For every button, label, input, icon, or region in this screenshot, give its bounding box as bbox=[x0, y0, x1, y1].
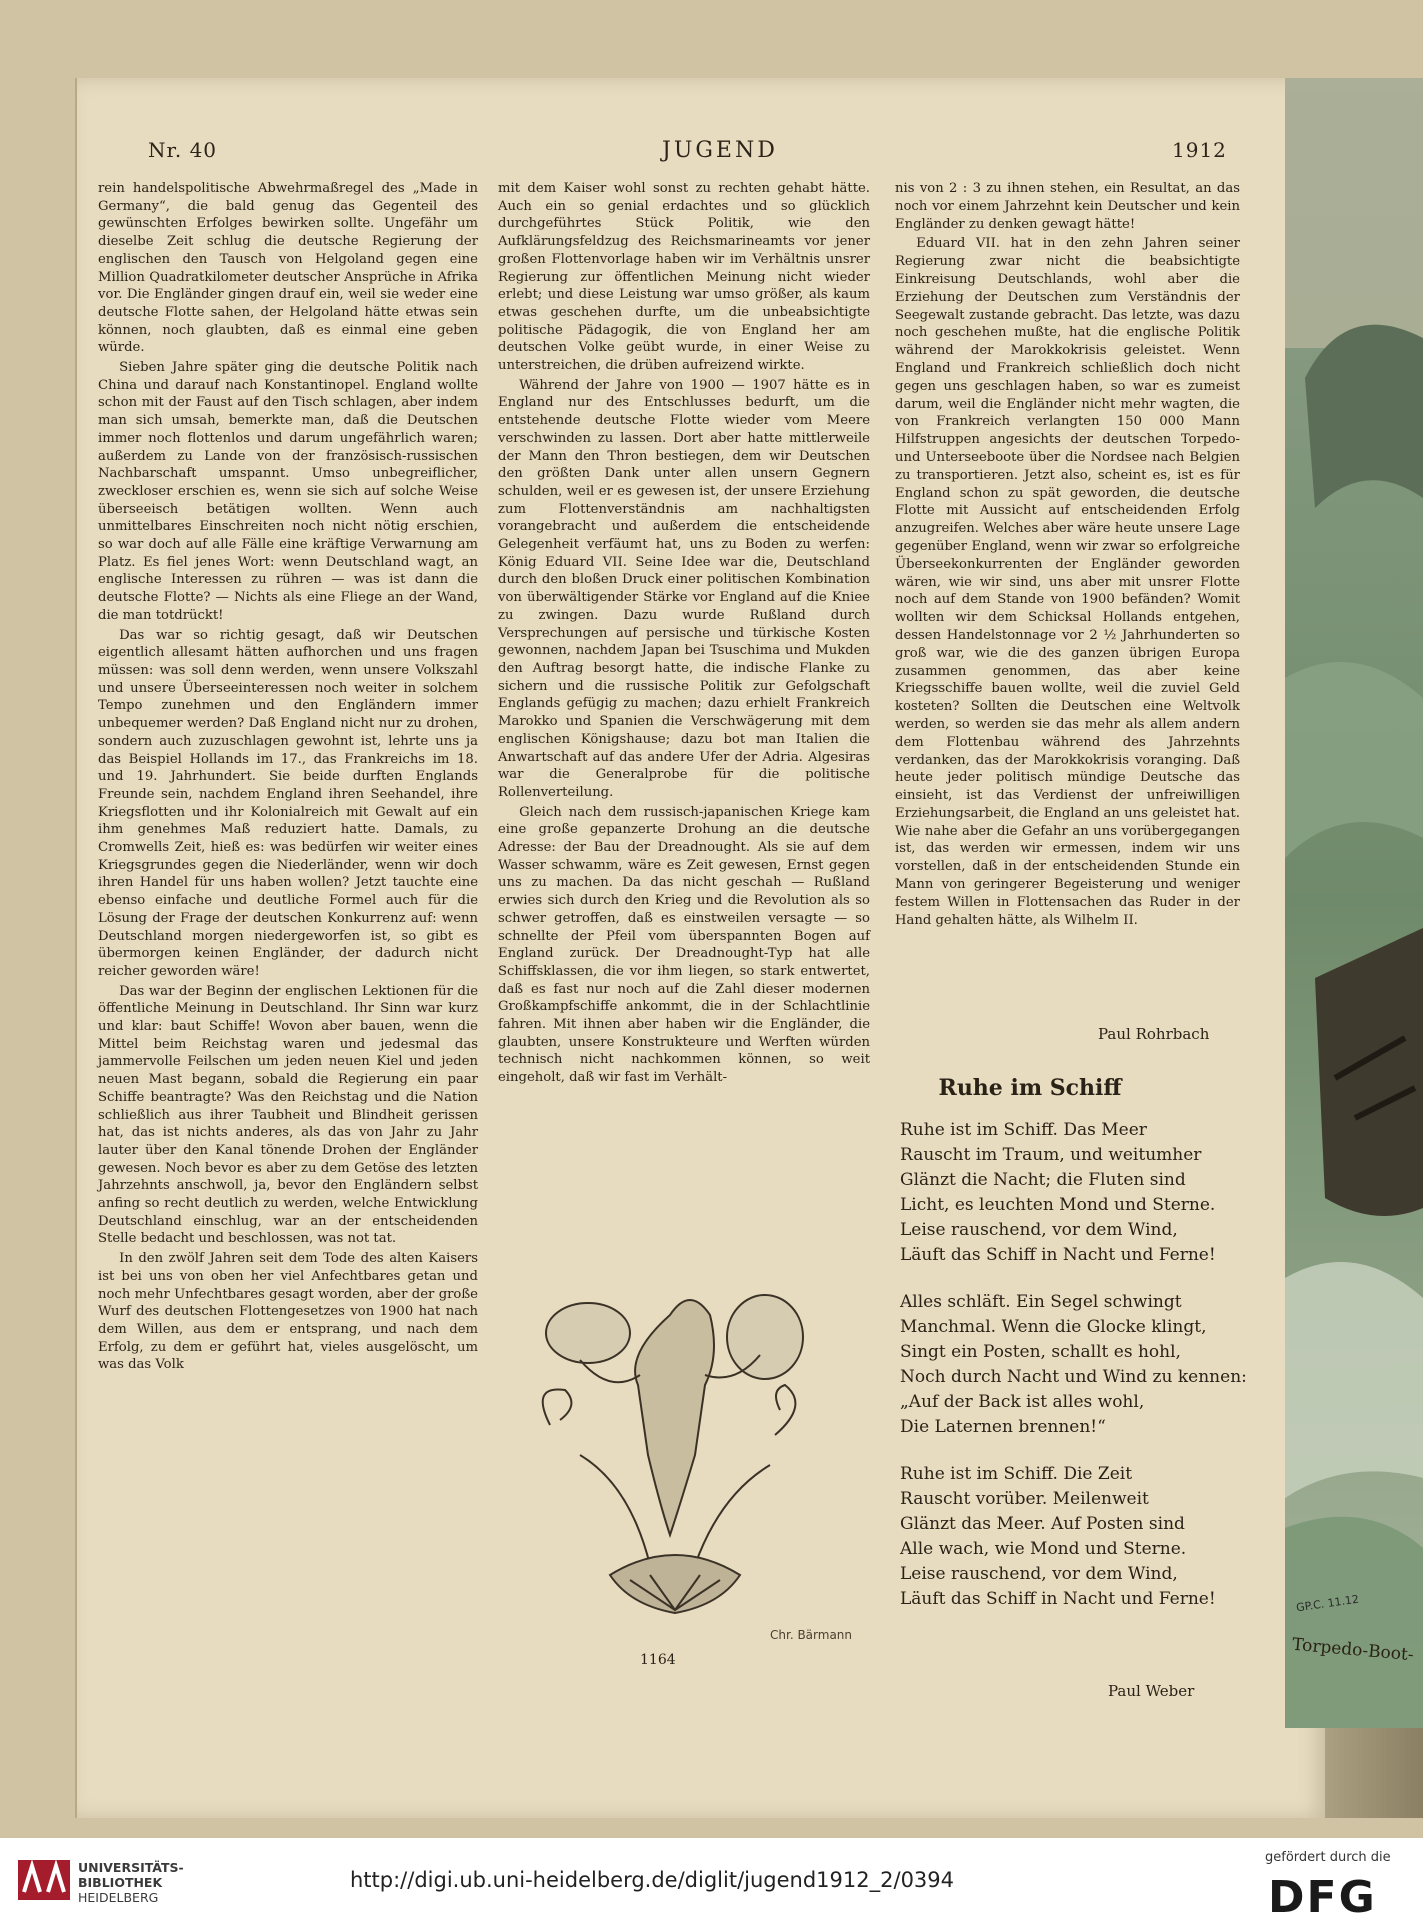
paragraph: Das war so richtig gesagt, daß wir Deutschen eigentlich allesamt hätten aufhorchen und uns fragen müssen: was soll denn werden, wenn unsere Volkszahl und unsere Überseeinteressen noch weiter in solchem Tempo zunehmen und den Engländern immer unbequemer werden? Daß England nicht nur zu drohen, sondern auch zuzuschlagen gewohnt ist, lehrte uns ja das Beispiel Hollands im 17., das Frankreichs im 18. und 19. Jahrhundert. Sie beide durften Englands Freunde sein, nachdem England ihren Seehandel, ihre Kriegsflotten und ihr Kolonialreich mit Gewalt auf ein ihm genehmes Maß reduziert hatte. Damals, zu Cromwells Zeit, hieß es: was bedürfen wir weiter eines Kriegsgrundes gegen die Niederländer, wenn wir doch ihren Handel für uns haben wollen? Jetzt tauchte eine ebenso einfache und deutliche Formel auch für die Lösung der Frage der deutschen Konkurrenz auf: wenn Deutschland morgen niedergeworfen ist, so gibt es übermorgen keinen Engländer, der dadurch nicht reicher geworden wäre! bbox=[98, 627, 478, 979]
paragraph: In den zwölf Jahren seit dem Tode des alten Kaisers ist bei uns von oben her viel Anfechtbares getan und noch mehr Unfechtbares gesagt worden, aber der große Wurf des deutschen Flottengesetzes von 1900 hat nach dem Willen, aus dem er entsprang, und nach dem Erfolg, zu dem er geführt hat, vieles ausgelöscht, um was das Volk bbox=[98, 1251, 478, 1373]
article-author: Paul Rohrbach bbox=[1098, 1025, 1210, 1043]
poem-line: Rauscht vorüber. Meilenweit bbox=[900, 1489, 1149, 1509]
poem-line: Die Laternen brennen!“ bbox=[900, 1417, 1106, 1437]
poem-line: Läuft das Schiff in Nacht und Ferne! bbox=[900, 1245, 1216, 1265]
poem-title: Ruhe im Schiff bbox=[938, 1075, 1122, 1101]
page-number: 1164 bbox=[640, 1652, 676, 1668]
painting-signature: GP.C. 11.12 bbox=[1295, 1592, 1360, 1615]
painting-svg bbox=[1285, 78, 1423, 1728]
poem-stanza bbox=[900, 1290, 1247, 1440]
funded-by-label: gefördert durch die bbox=[1265, 1850, 1391, 1865]
library-name bbox=[78, 1860, 184, 1905]
library-logo-icon bbox=[18, 1856, 70, 1904]
article-column-1 bbox=[98, 180, 478, 1376]
magazine-title: JUGEND bbox=[662, 138, 778, 163]
paragraph: nis von 2 : 3 zu ihnen stehen, ein Resultat, an das noch vor einem Jahrzehnt kein Deutscher und kein Engländer zu denken gewagt hätte! bbox=[895, 181, 1240, 232]
paragraph: Eduard VII. hat in den zehn Jahren seiner Regierung zwar nicht die beabsichtigte Einkreisung Deutschlands, wohl aber die Erziehung der Deutschen zum Verständnis der Seegewalt zustande gebracht. Das letzte, was dazu noch geschehen mußte, hat die englische Politik während der Marokkokrisis geleistet. Wenn England und Frankreich schließlich doch nicht gegen uns geschlagen haben, so war es zumeist darum, weil die Engländer nicht mehr wagten, die von Frankreich verlangten 150 000 Mann Hilfstruppen angesichts der deutschen Torpedo- und Unterseeboote über die Nordsee nach Belgien zu transportieren. Jetzt also, scheint es, ist es für England schon zu spät geworden, die deutsche Flotte mit Aussicht auf entscheidenden Erfolg anzugreifen. Welches aber wäre heute unsere Lage gegenüber England, wenn wir zwar so erfolgreiche Überseekonkurrenten der Engländer geworden wären, wie wir sind, uns aber mit unsrer Flotte noch auf dem Stande von 1900 befänden? Womit wollten wir dem Schicksal Hollands entgehen, dessen Handelstonnage vor 2 ½ Jahrhunderten so groß war, wie die des ganzen übrigen Europa zusammen genommen, das aber keine Kriegsschiffe bauen wollte, weil die zuviel Geld kosteten? Sollten die Deutschen eine Weltvolk werden, so werden sie das mehr als allem andern dem Flottenbau während des Jahrzehnts verdanken, das der Marokkokrisis voranging. Daß heute jeder politisch mündige Deutsche das einsieht, ist das Verdienst der unfreiwilligen Erziehungsarbeit, die England an uns geleistet hat. Wie nahe aber die Gefahr an uns vorübergegangen ist, das werden wir ermessen, indem wir uns vorstellen, daß in der entscheidenden Stunde ein Mann von geringerer Begeisterung und weniger festem Willen in Flottensachen das Ruder in der Hand gehalten hätte, als Wilhelm II. bbox=[895, 236, 1240, 928]
poem-line: Licht, es leuchten Mond und Sterne. bbox=[900, 1195, 1216, 1215]
library-line: BIBLIOTHEK bbox=[78, 1875, 163, 1890]
poem-line: Leise rauschend, vor dem Wind, bbox=[900, 1220, 1178, 1240]
poem-line: Ruhe ist im Schiff. Die Zeit bbox=[900, 1464, 1133, 1484]
source-url-link[interactable]: http://digi.ub.uni-heidelberg.de/diglit/jugend1912_2/0394 bbox=[350, 1868, 955, 1892]
library-line: UNIVERSITÄTS- bbox=[78, 1860, 184, 1875]
library-line: HEIDELBERG bbox=[78, 1890, 159, 1905]
poem-line: Glänzt das Meer. Auf Posten sind bbox=[900, 1514, 1185, 1534]
poem-line: Läuft das Schiff in Nacht und Ferne! bbox=[900, 1589, 1216, 1609]
illustration-credit: Chr. Bärmann bbox=[770, 1628, 853, 1642]
paragraph: rein handelspolitische Abwehrmaßregel des „Made in Germany“, die bald genug das Gegenteil des gewünschten Erfolges bewirken sollte. Ungefähr um dieselbe Zeit schlug die deutsche Regierung der englischen den Tausch von Helgoland gegen eine Million Quadratkilometer deutscher Ansprüche in Afrika vor. Die Engländer gingen drauf ein, weil sie weder eine deutsche Flotte sahen, der Helgoland hätte etwas sein können, noch glaubten, daß es einmal eine geben würde. bbox=[98, 181, 478, 356]
paragraph: Während der Jahre von 1900 — 1907 hätte es in England nur des Entschlusses bedurft, um die entstehende deutsche Flotte wieder vom Meere verschwinden zu lassen. Dort aber hatte mittlerweile der Mann den Thron bestiegen, dem wir Deutschen den größten Dank unter allen unsern Gegnern schulden, weil er es gewesen ist, der unsere Erziehung zum Flottenverständnis am nachhaltigsten vorangebracht und außerdem die entscheidende Gelegenheit verfäumt hat, uns zu Boden zu werfen: König Eduard VII. Seine Idee war die, Deutschland durch den bloßen Druck einer politischen Kombination von überwältigender Stärke vor England auf die Kniee zu zwingen. Dazu wurde Rußland durch Versprechungen auf persische und türkische Kosten gewonnen, nachdem Japan bei Tsuschima und Mukden den Auftrag besorgt hatte, die indische Flanke zu sichern und die russische Politik zur Gefolgschaft Englands gefügig zu machen; dazu erhielt Frankreich Marokko und Spanien die Verschwägerung mit dem englischen Königshause; dazu bot man Italien die Anwartschaft auf das andere Ufer der Adria. Algesiras war die Generalprobe für die politische Rollenverteilung. bbox=[498, 377, 870, 800]
poem-line: Rauscht im Traum, und weitumher bbox=[900, 1145, 1202, 1165]
poem-line: Manchmal. Wenn die Glocke klingt, bbox=[900, 1317, 1207, 1337]
poem-line: Noch durch Nacht und Wind zu kennen: bbox=[900, 1367, 1247, 1387]
poem-line: Alles schläft. Ein Segel schwingt bbox=[900, 1292, 1182, 1312]
dfg-logo: DFG bbox=[1268, 1872, 1377, 1923]
adjacent-painting bbox=[1285, 78, 1423, 1728]
poem-line: Leise rauschend, vor dem Wind, bbox=[900, 1564, 1178, 1584]
poem-line: Glänzt die Nacht; die Fluten sind bbox=[900, 1170, 1186, 1190]
poem-line: „Auf der Back ist alles wohl, bbox=[900, 1392, 1145, 1412]
paragraph: mit dem Kaiser wohl sonst zu rechten gehabt hätte. Auch ein so genial erdachtes und so glücklich durchgeführtes Stück Politik, wie den Aufklärungsfeldzug des Reichsmarineamts vor jener großen Flottenvorlage haben wir im Verhältnis unsrer Regierung zur öffentlichen Meinung nicht wieder erlebt; und diese Leistung war umso größer, als kaum etwas geschehen durfte, um die unbeabsichtigte politische Pädagogik, die von England her am deutschen Volke geübt wurde, in einer Weise zu unterstreichen, die drüben aufreizend wirkte. bbox=[498, 181, 870, 374]
article-column-2 bbox=[498, 180, 870, 1089]
paragraph: Gleich nach dem russisch-japanischen Kriege kam eine große gepanzerte Drohung an die deutsche Adresse: der Bau der Dreadnought. Als sie auf dem Wasser schwamm, wäre es Zeit gewesen, Ernst gegen uns zu machen. Da das nicht geschah — Rußland erwies sich durch den Krieg und die Revolution als so schwer getroffen, daß es einstweilen versagte — so schnellte der Pfeil vom überspannten Bogen auf England zurück. Der Dreadnought-Typ hat alle Schiffsklassen, die vor ihm liegen, so stark entwertet, daß es fast nur noch auf die Zahl dieser modernen Großkampfschiffe ankommt, die in der Schlachtlinie fahren. Mit ihnen aber haben wir die Engländer, die glaubten, unsere Konstrukteure und Werften würden technisch nicht nachkommen können, so weit eingeholt, daß wir fast im Verhält- bbox=[498, 804, 870, 1086]
poem-line: Alle wach, wie Mond und Sterne. bbox=[900, 1539, 1187, 1559]
illustration-svg bbox=[520, 1275, 830, 1620]
poem bbox=[900, 1118, 1247, 1634]
poem-line: Singt ein Posten, schallt es hohl, bbox=[900, 1342, 1181, 1362]
poem-stanza bbox=[900, 1462, 1230, 1612]
poem-line: Ruhe ist im Schiff. Das Meer bbox=[900, 1120, 1147, 1140]
mermaid-illustration bbox=[520, 1275, 830, 1620]
paragraph: Sieben Jahre später ging die deutsche Politik nach China und darauf nach Konstantinopel. England wollte schon mit der Faust auf den Tisch schlagen, aber indem man sich umsah, bemerkte man, daß die Deutschen immer noch flottenlos und darum ungefährlich waren; außerdem zu Lande von der französisch-russischen Nachbarschaft umspannt. Umso unbegreiflicher, zweckloser erschien es, wenn sie sich auf solche Weise überseeisch betätigen wollten. Wenn auch unmittelbares Einschreiten noch nicht nötig erschien, so war doch auf alle Fälle eine kräftige Verwarnung am Platz. Es fiel jenes Wort: wenn Deutschland wagt, an englische Interessen zu rühren — was ist dann die deutsche Flotte? — Nichts als eine Fliege an der Wand, die man totdrückt! bbox=[98, 360, 478, 623]
painting-caption: Torpedo-Boot- bbox=[1291, 1634, 1415, 1666]
footer-bar bbox=[0, 1838, 1423, 1923]
paragraph: Das war der Beginn der englischen Lektionen für die öffentliche Meinung in Deutschland. Ihr Sinn war kurz und klar: baut Schiffe! Wovon aber bauen, wenn die Mittel beim Reichstag waren und jedesmal das jammervolle Feilschen um jeden neuen Kiel und jeden neuen Mast begann, sobald die Regierung ein paar Schiffe beantragte? Was den Reichstag und die Nation schließlich aus ihrer Taubheit und Blindheit gerissen hat, das ist nichts anderes, als das von Jahr zu Jahr lauter über den Kanal tönende Drohen der Engländer gewesen. Noch bevor es aber zu dem Getöse des letzten Jahrzehnts anschwoll, ja, bevor den Engländern selbst anfing so recht deutlich zu werden, welche Entwicklung Deutschland einschlug, war an der entscheidenden Stelle bedacht und beschlossen, was not tat. bbox=[98, 983, 478, 1247]
article-column-3 bbox=[895, 180, 1240, 931]
poem-author: Paul Weber bbox=[1108, 1682, 1195, 1700]
issue-number: Nr. 40 bbox=[148, 138, 218, 162]
poem-stanza bbox=[900, 1118, 1230, 1268]
year: 1912 bbox=[1172, 138, 1227, 162]
